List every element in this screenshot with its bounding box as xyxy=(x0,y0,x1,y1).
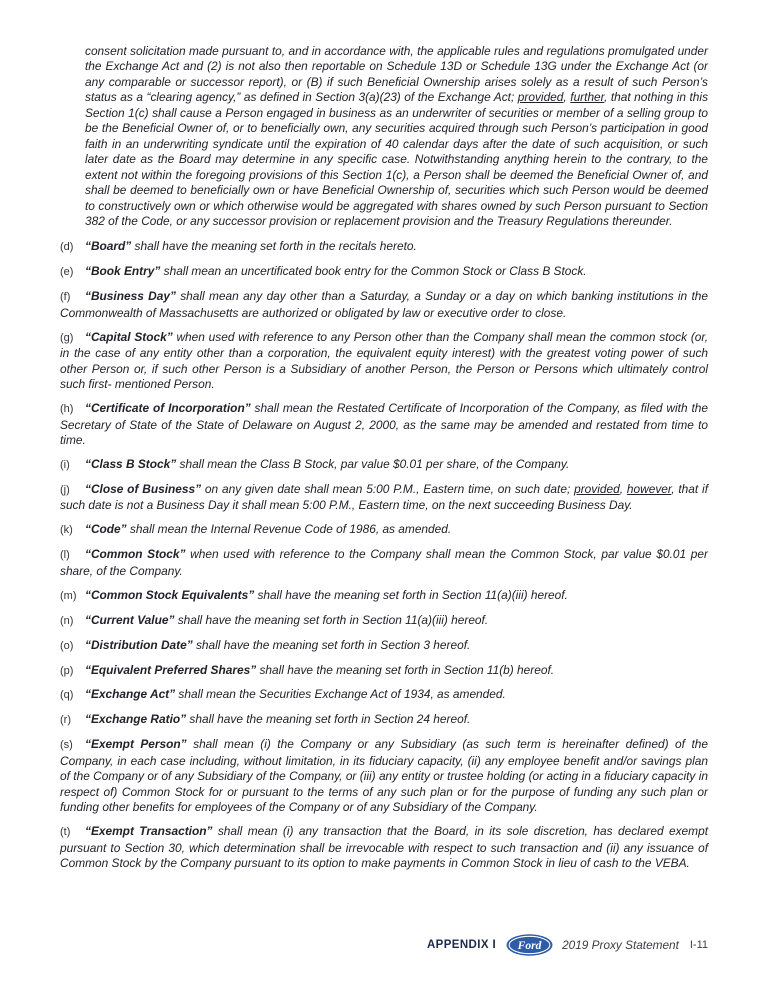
definition-item xyxy=(60,330,708,393)
text-segment: shall have the meaning set forth in Section 24 hereof. xyxy=(186,712,471,727)
definition-item xyxy=(60,613,708,629)
definition-label: (n) xyxy=(60,614,74,627)
text-segment: shall mean any day other than a Saturday, a Sunday or a day on which banking institutions in the Commonwealth of Massachusetts are authorized or obligated by law or executive order to close. xyxy=(60,289,708,320)
text-segment: on any given date shall mean 5:00 P.M., Eastern time, on such date; xyxy=(201,481,575,496)
text-segment: when used with reference to any Person other than the Company shall mean the common stock (or, in the case of any entity other than a corporation, the equivalent equity interest) with the greatest voting power of such other Person or, if such other Person is a Subsidiary of another Person, the Person or Persons which ultimately control such first- mentioned Person. xyxy=(60,329,708,392)
definition-item xyxy=(60,264,708,280)
definition-label: (h) xyxy=(60,403,74,416)
text-segment: “Business Day” xyxy=(85,289,176,304)
text-segment: “Distribution Date” xyxy=(85,637,193,652)
text-segment: “Exchange Act” xyxy=(85,687,176,702)
text-segment: , xyxy=(619,481,627,496)
text-segment: shall mean (i) the Company or any Subsidiary (as such term is hereinafter defined) of the Company, in each case including, without limitation, in its fiduciary capacity, (ii) any employee benefit and/or savings plan of the Company or of any Subsidiary of the Company, or (iii) any entity or trustee holding (or acting in a fiduciary capacity in respect of) Common Stock for or pursuant to the terms of any such plan or for the purpose of funding any such plan or funding other benefits for employees of the Company or of any Subsidiary of the Company. xyxy=(60,737,708,815)
text-segment: shall have the meaning set forth in Section 11(a)(iii) hereof. xyxy=(174,612,489,627)
text-segment: consent solicitation made pursuant to, and in accordance with, the applicable rules and regulations promulgated under the Exchange Act and (2) is not also then reportable on Schedule 13D or Schedule 13G under the Exchange Act (or any comparable or successor report), or (B) if such Beneficial Ownership arises solely as a result of such Person’s status as a “clearing agency,” as defined in Section 3(a)(23) of the Exchange Act; xyxy=(85,44,708,105)
definition-label: (p) xyxy=(60,664,74,677)
text-segment: “Certificate of Incorporation” xyxy=(85,401,251,416)
text-segment: shall have the meaning set forth in Section 3 hereof. xyxy=(192,637,471,652)
definition-label: (k) xyxy=(60,524,73,537)
text-segment: “Exempt Person” xyxy=(85,737,187,752)
definition-label: (r) xyxy=(60,714,71,727)
svg-text:Ford: Ford xyxy=(517,939,542,952)
ford-logo-icon xyxy=(506,934,553,956)
definition-item xyxy=(60,737,708,815)
text-segment: “Common Stock Equivalents” xyxy=(85,587,255,602)
page-footer xyxy=(427,934,708,956)
text-segment: provided xyxy=(574,481,620,496)
text-segment: “Exchange Ratio” xyxy=(85,712,187,727)
text-segment: “Current Value” xyxy=(85,612,175,627)
text-segment: shall mean the Class B Stock, par value $0.01 per share, of the Company. xyxy=(176,456,570,471)
definition-item xyxy=(60,712,708,728)
text-segment: shall mean the Securities Exchange Act of 1934, as amended. xyxy=(175,687,506,702)
definition-item xyxy=(60,588,708,604)
text-segment: “Board” xyxy=(85,239,132,254)
text-segment: shall have the meaning set forth in Section 11(b) hereof. xyxy=(256,662,555,677)
definition-item xyxy=(60,289,708,321)
text-segment: provided xyxy=(517,90,564,105)
definition-label: (i) xyxy=(60,458,70,471)
text-segment: , that nothing in this Section 1(c) shall cause a Person engaged in business as an underwriter of securities or member of a selling group to be the Beneficial Owner of, or to beneficially own, any securities acquired through such Person’s participation in good faith in an underwriting syndicate until the expiration of 40 calendar days after the date of such acquisition, or such later date as the Board may determine in any specific case. Notwithstanding anything herein to the contrary, to the extent not within the foregoing provisions of this Section 1(c), a Person shall be deemed the Beneficial Owner of, and shall be deemed to beneficially own or have Beneficial Ownership of, securities which such Person would be deemed to constructively own or which otherwise would be aggregated with shares owned by such Person pursuant to Section 382 of the Code, or any successor provision or replacement provision and the Treasury Regulations thereunder. xyxy=(85,90,709,228)
text-segment: shall mean an uncertificated book entry for the Common Stock or Class B Stock. xyxy=(160,264,587,279)
text-segment: shall mean (i) any transaction that the Board, in its sole discretion, has declared exempt pursuant to Section 30, which determination shall be irrevocable with respect to such transaction and (ii) any issuance of Common Stock by the Company pursuant to its option to make payments in Common Stock in lieu of cash to the VEBA. xyxy=(60,824,708,871)
text-segment: “Code” xyxy=(85,522,127,537)
appendix-label: APPENDIX I xyxy=(426,939,497,951)
definition-label: (o) xyxy=(60,639,74,652)
proxy-statement-label: 2019 Proxy Statement xyxy=(562,938,679,952)
text-segment: , that if such date is not a Business Day it shall mean 5:00 P.M., Eastern time, on the next succeeding Business Day. xyxy=(60,481,708,513)
text-segment: “Exempt Transaction” xyxy=(85,824,213,839)
text-segment: shall mean the Internal Revenue Code of 1986, as amended. xyxy=(126,522,452,537)
definition-label: (s) xyxy=(60,739,73,752)
text-segment: shall have the meaning set forth in the recitals hereto. xyxy=(131,239,417,254)
definition-item xyxy=(60,401,708,448)
definition-item xyxy=(60,457,708,473)
definition-item xyxy=(60,522,708,538)
definition-label: (g) xyxy=(60,331,74,344)
definition-label: (j) xyxy=(60,483,70,496)
definition-item xyxy=(60,239,708,255)
text-segment: “Close of Business” xyxy=(85,481,202,496)
definition-item xyxy=(60,663,708,679)
definition-item xyxy=(60,824,708,871)
text-segment: shall have the meaning set forth in Section 11(a)(iii) hereof. xyxy=(254,587,568,602)
text-segment: however xyxy=(626,481,672,496)
text-segment: “Book Entry” xyxy=(85,264,161,279)
definition-item xyxy=(60,482,708,514)
text-segment: further xyxy=(570,90,604,105)
definition-label: (t) xyxy=(60,826,71,839)
definition-item xyxy=(60,687,708,703)
intro-paragraph xyxy=(85,44,708,229)
definition-item xyxy=(60,547,708,579)
page-number: I-11 xyxy=(689,939,708,951)
definition-label: (m) xyxy=(60,589,77,602)
definition-item xyxy=(60,638,708,654)
definition-label: (q) xyxy=(60,689,74,702)
text-segment: “Common Stock” xyxy=(85,547,186,562)
text-segment: “Class B Stock” xyxy=(85,456,177,471)
definition-label: (d) xyxy=(60,241,74,254)
text-segment: “Equivalent Preferred Shares” xyxy=(85,662,257,677)
text-segment: , xyxy=(563,90,571,105)
definition-label: (f) xyxy=(60,291,71,304)
text-segment: “Capital Stock” xyxy=(85,329,173,344)
text-segment: shall mean the Restated Certificate of Incorporation of the Company, as filed with the Secretary of State of the State of Delaware on August 2, 2000, as the same may be amended and restated from time to time. xyxy=(60,401,708,447)
definition-label: (e) xyxy=(60,266,74,279)
definitions-list xyxy=(60,239,708,871)
text-segment: when used with reference to the Company shall mean the Common Stock, par value $0.01 per share, of the Company. xyxy=(60,547,708,578)
definition-label: (l) xyxy=(60,549,70,562)
